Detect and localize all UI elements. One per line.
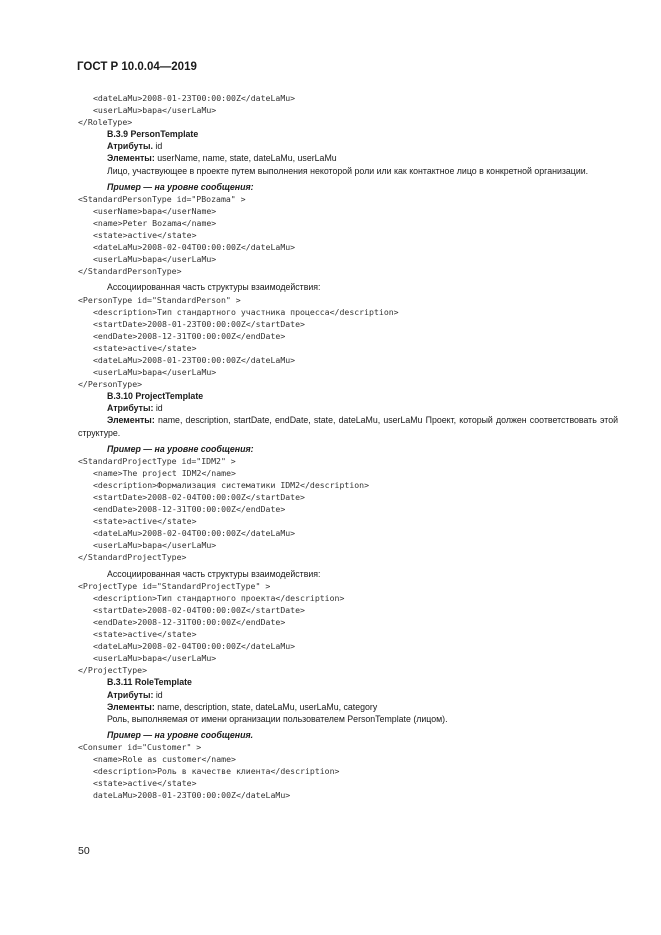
code-line: <state>active</state> [93,342,197,353]
attribute-label: Атрибуты: [107,689,154,700]
attribute-value: userName, name, state, dateLaMu, userLaMu [154,153,337,164]
code-line: <PersonType id="StandardPerson" > [78,294,241,305]
code-line: <dateLaMu>2008-01-23T00:00:00Z</dateLaMu> [93,93,296,103]
code-line: <name>The project IDM2</name> [93,467,236,478]
code-line: <userLaMu>bapa</userLaMu> [93,254,217,265]
code-line: <endDate>2008-12-31T00:00:00Z</endDate> [93,504,286,515]
code-line: <description>Тип стандартного проекта</description> [93,592,345,603]
attribute-value: name, description, startDate, endDate, state, dateLaMu, userLaMu Проект, который должен соответствовать этой структуре. [78,415,618,438]
code-line: </ProjectType> [78,665,148,676]
attribute-line [78,402,618,414]
attribute-label: Атрибуты. [107,141,153,152]
code-line: <startDate>2008-02-04T00:00:00Z</startDate> [93,492,305,502]
code-line: <name>Peter Bozama</name> [93,217,217,228]
attribute-line [78,140,618,152]
code-line: dateLaMu>2008-01-23T00:00:00Z</dateLaMu> [93,790,291,801]
code-line: </RoleType> [78,117,133,128]
attribute-label: Атрибуты: [107,403,154,414]
section-heading: B.3.11 RoleTemplate [107,677,192,688]
page-content [78,92,618,801]
code-line: <StandardPersonType id="PBozama" > [78,193,246,204]
code-line: <userLaMu>bapa</userLaMu> [93,105,217,116]
document-header: ГОСТ Р 10.0.04—2019 [77,61,197,73]
code-line: <description>Тип стандартного участника процесса</description> [93,306,399,317]
code-line: <state>active</state> [93,230,197,241]
code-line: <dateLaMu>2008-02-04T00:00:00Z</dateLaMu> [93,528,296,539]
code-line: <userLaMu>bapa</userLaMu> [93,653,217,664]
attribute-label: Элементы: [107,415,155,426]
code-line: <state>active</state> [93,629,197,640]
code-line: <description>Роль в качестве клиента</description> [93,766,340,777]
example-heading: Пример — на уровне сообщения: [107,443,254,454]
paragraph: Лицо, участвующее в проекте путем выполнения некоторой роли или как контактное лицо в конкретной организации. [107,165,589,176]
code-line: <startDate>2008-02-04T00:00:00Z</startDate> [93,604,305,615]
example-heading: Пример — на уровне сообщения: [107,181,254,192]
text-line: Роль, выполняемая от имени организации пользователем PersonTemplate (лицом). [107,713,448,724]
section-heading: B.3.9 PersonTemplate [107,129,199,140]
text-line: Ассоциированная часть структуры взаимодействия: [107,568,321,579]
code-line: </StandardPersonType> [78,266,182,277]
attribute-line [78,414,618,438]
attribute-label: Элементы: [107,701,155,712]
attribute-line [78,701,618,713]
attribute-value: id [153,403,163,414]
code-line: <dateLaMu>2008-02-04T00:00:00Z</dateLaMu> [93,242,296,253]
code-line: <userLaMu>bapa</userLaMu> [93,367,217,378]
code-line: <dateLaMu>2008-01-23T00:00:00Z</dateLaMu> [93,354,296,365]
attribute-value: id [152,141,163,152]
attribute-line [78,152,618,164]
code-line: <state>active</state> [93,778,197,789]
section-heading: B.3.10 ProjectTemplate [107,391,204,402]
code-line: <dateLaMu>2008-02-04T00:00:00Z</dateLaMu> [93,641,296,652]
code-line: <userLaMu>bapa</userLaMu> [93,540,217,551]
code-line: <userName>bapa</userName> [93,205,217,216]
code-line: </StandardProjectType> [78,552,187,563]
code-line: <name>Role as customer</name> [93,753,236,764]
code-line: <endDate>2008-12-31T00:00:00Z</endDate> [93,330,286,341]
code-line: </PersonType> [78,379,143,390]
example-heading: Пример — на уровне сообщения. [107,729,254,740]
attribute-value: name, description, state, dateLaMu, userLaMu, category [154,701,378,712]
code-line: <StandardProjectType id="IDM2" > [78,455,236,466]
code-line: <Consumer id="Customer" > [78,741,202,752]
page-number: 50 [78,845,90,857]
code-line: <state>active</state> [93,516,197,527]
attribute-label: Элементы: [107,153,155,164]
code-line: <startDate>2008-01-23T00:00:00Z</startDate> [93,318,305,329]
text-line: Ассоциированная часть структуры взаимодействия: [107,282,321,293]
code-line: <description>Формализация систематики IDM2</description> [93,479,370,490]
code-line: <endDate>2008-12-31T00:00:00Z</endDate> [93,616,286,627]
code-line: <ProjectType id="StandardProjectType" > [78,580,271,591]
attribute-line [78,689,618,701]
attribute-value: id [153,689,163,700]
